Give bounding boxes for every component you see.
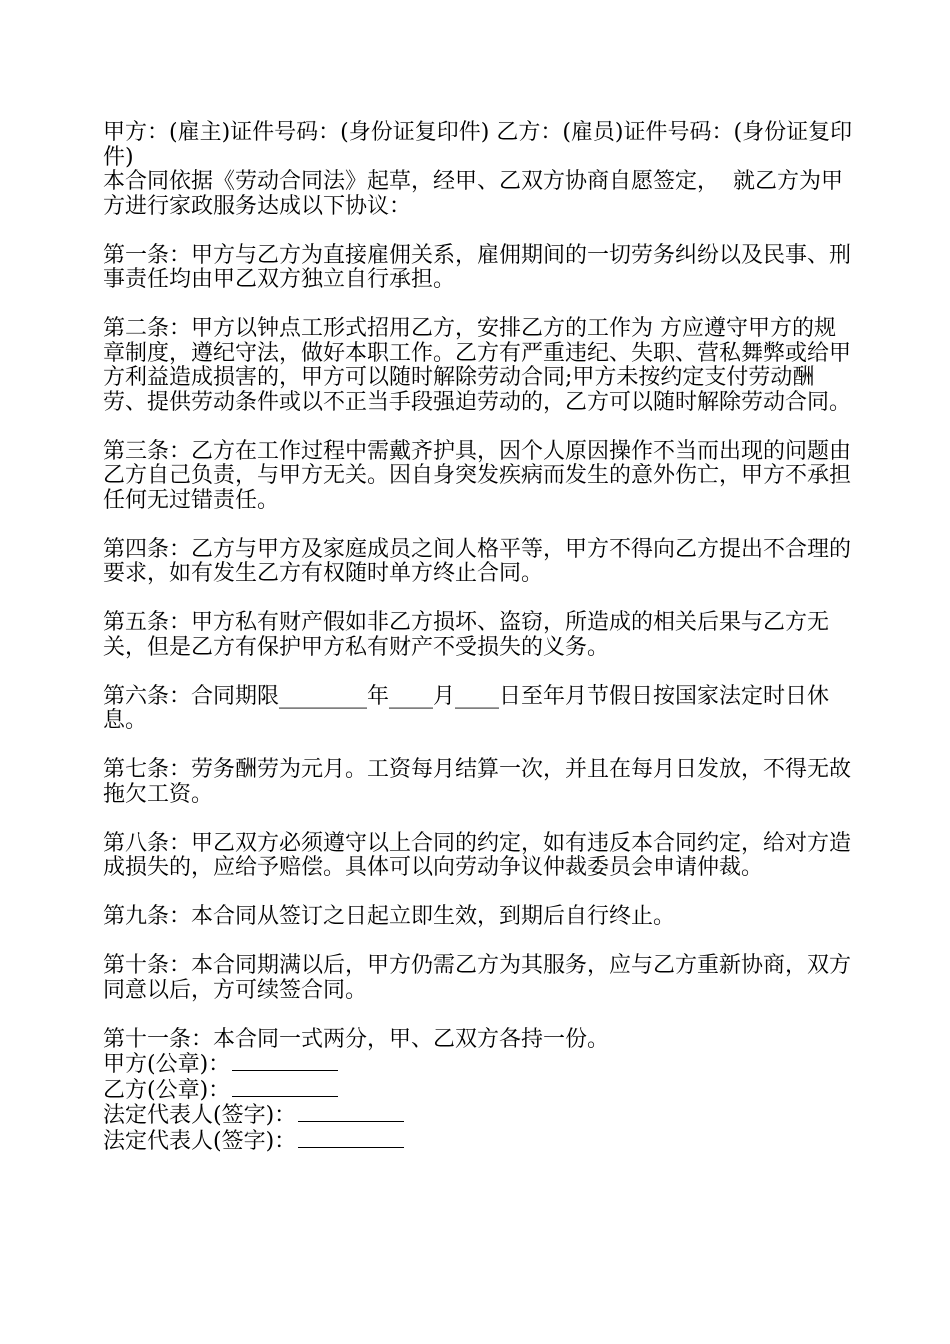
article-8: 第八条：甲乙双方必须遵守以上合同的约定，如有违反本合同约定，给对方造成损失的，应给予赔偿。具体可以向劳动争议仲裁委员会申请仲裁。: [103, 830, 852, 880]
article-10: 第十条：本合同期满以后，甲方仍需乙方为其服务，应与乙方重新协商，双方同意以后，方可续签合同。: [103, 953, 852, 1003]
legal-rep-1-row: [103, 1103, 853, 1129]
spacer: [103, 881, 853, 906]
article-4: 第四条：乙方与甲方及家庭成员之间人格平等，甲方不得向乙方提出不合理的要求，如有发生乙方有权随时单方终止合同。: [103, 536, 852, 586]
legal-rep-2-label: 法定代表人(签字)：: [103, 1128, 297, 1154]
spacer: [103, 219, 853, 244]
article-3: 第三条：乙方在工作过程中需戴齐护具，因个人原因操作不当而出现的问题由乙方自己负责，与甲方无关。因自身突发疾病而发生的意外伤亡，甲方不承担任何无过错责任。: [103, 438, 852, 513]
party-b-seal-row: [103, 1078, 853, 1104]
legal-rep-2-row: [103, 1129, 853, 1155]
legal-rep-1-label: 法定代表人(签字)：: [103, 1103, 297, 1128]
legal-rep-2-blank: [298, 1129, 404, 1148]
article-11: 第十一条：本合同一式两分，甲、乙双方各持一份。: [103, 1026, 610, 1052]
party-b-seal-label: 乙方(公章)：: [103, 1077, 231, 1103]
spacer: [103, 807, 853, 832]
legal-rep-1-blank: [298, 1103, 404, 1122]
party-a-seal-label: 甲方(公章)：: [103, 1052, 231, 1077]
parties-line: 甲方：(雇主)证件号码：(身份证复印件) 乙方：(雇员)证件号码：(身份证复印件): [103, 120, 853, 170]
spacer: [103, 930, 853, 955]
article-9: 第九条：本合同从签订之日起立即生效，到期后自行终止。: [103, 904, 676, 929]
article-5: 第五条：甲方私有财产假如非乙方损坏、盗窃，所造成的相关后果与乙方无关，但是乙方有保护甲方私有财产不受损失的义务。: [103, 610, 830, 660]
party-a-seal-row: [103, 1052, 853, 1078]
article-2: 第二条：甲方以钟点工形式招用乙方，安排乙方的工作为 方应遵守甲方的规章制度，遵纪守法，做好本职工作。乙方有严重违纪、失职、营私舞弊或给甲方利益造成损害的，甲方可以随时解除劳动合同;甲方未按约定支付劳动酬劳、提供劳动条件或以不正当手段强迫劳动的，乙方可以随时解除劳动合同。: [103, 316, 852, 415]
spacer: [103, 293, 853, 318]
preamble: 本合同依据《劳动合同法》起草，经甲、乙双方协商自愿签定， 就乙方为甲方进行家政服务达成以下协议：: [103, 169, 843, 219]
spacer: [103, 1003, 853, 1028]
spacer: [103, 660, 853, 685]
spacer: [103, 513, 853, 538]
party-a-seal-blank: [232, 1052, 338, 1071]
party-b-seal-blank: [232, 1078, 338, 1097]
contract-document: [103, 121, 853, 1154]
article-7: 第七条：劳务酬劳为元月。工资每月结算一次，并且在每月日发放，不得无故拖欠工资。: [103, 757, 852, 807]
spacer: [103, 587, 853, 612]
spacer: [103, 415, 853, 440]
article-6: 第六条：合同期限________年____月____日至年月节假日按国家法定时日休息。: [103, 683, 830, 733]
spacer: [103, 734, 853, 759]
article-1: 第一条：甲方与乙方为直接雇佣关系，雇佣期间的一切劳务纠纷以及民事、刑事责任均由甲乙双方独立自行承担。: [103, 242, 852, 292]
